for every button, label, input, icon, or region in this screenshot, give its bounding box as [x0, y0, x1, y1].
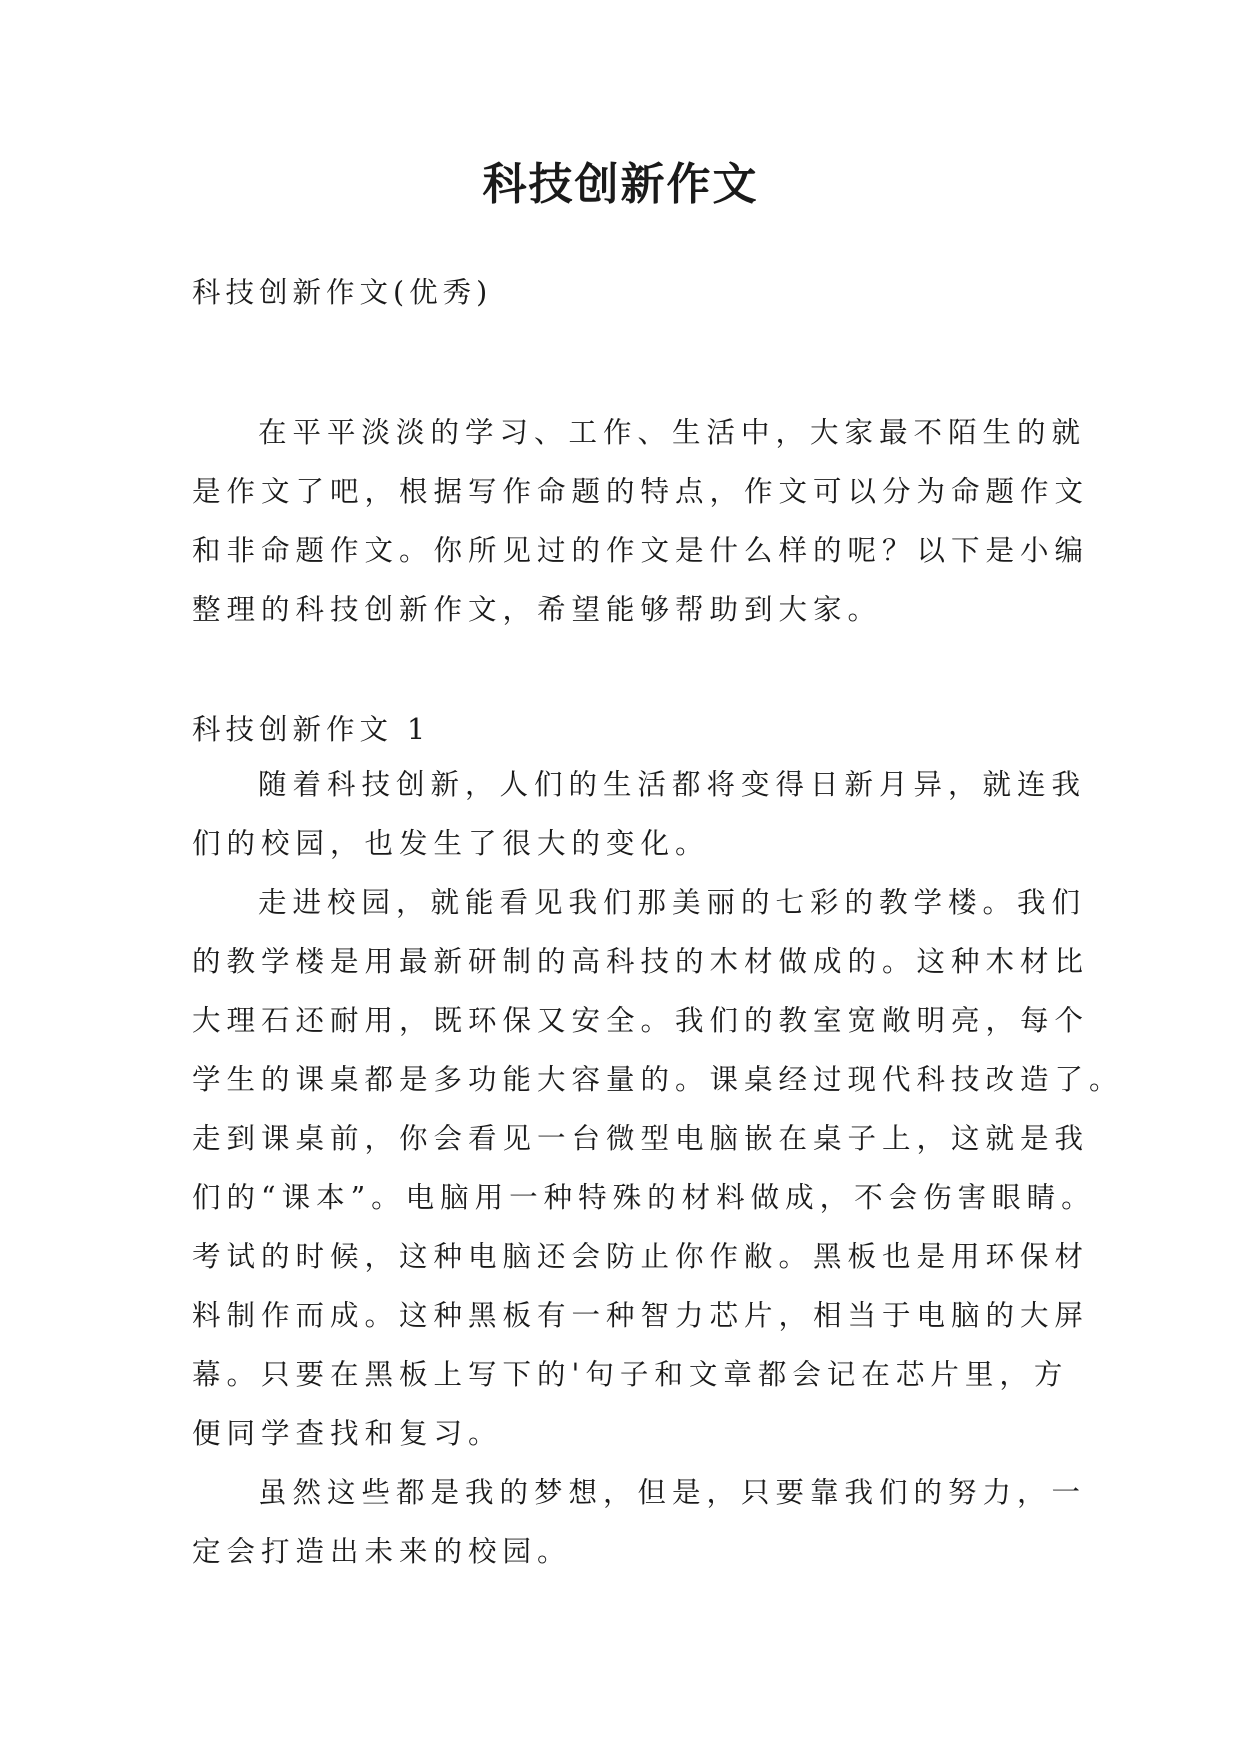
intro-paragraph	[192, 403, 1090, 639]
body-line: 们的“课本”。电脑用一种特殊的材料做成，不会伤害眼睛。	[192, 1181, 1096, 1214]
body-line: 的教学楼是用最新研制的高科技的木材做成的。这种木材比	[192, 945, 1090, 978]
body-line: 走到课桌前，你会看见一台微型电脑嵌在桌子上，这就是我	[192, 1122, 1090, 1155]
intro-line: 在平平淡淡的学习、工作、生活中，大家最不陌生的就	[258, 416, 1087, 449]
intro-line: 是作文了吧，根据写作命题的特点，作文可以分为命题作文	[192, 475, 1090, 508]
document-subtitle: 科技创新作文(优秀)	[192, 276, 493, 309]
body-line: 走进校园，就能看见我们那美丽的七彩的教学楼。我们	[258, 886, 1087, 919]
body-line: 随着科技创新，人们的生活都将变得日新月异，就连我	[258, 768, 1087, 801]
document-title: 科技创新作文	[482, 159, 759, 210]
body-line: 大理石还耐用，既环保又安全。我们的教室宽敞明亮，每个	[192, 1004, 1090, 1037]
intro-line: 整理的科技创新作文，希望能够帮助到大家。	[192, 593, 883, 626]
body-line: 考试的时候，这种电脑还会防止你作敝。黑板也是用环保材	[192, 1240, 1090, 1273]
intro-line: 和非命题作文。你所见过的作文是什么样的呢？以下是小编	[192, 534, 1090, 567]
body-line: 料制作而成。这种黑板有一种智力芯片，相当于电脑的大屏	[192, 1299, 1090, 1332]
body-line: 幕。只要在黑板上写下的'句子和文章都会记在芯片里，方	[192, 1358, 1069, 1391]
body-line: 便同学查找和复习。	[192, 1417, 503, 1450]
section-heading: 科技创新作文 1	[192, 713, 431, 746]
essay-body	[192, 755, 1124, 1581]
body-line: 们的校园，也发生了很大的变化。	[192, 827, 710, 860]
body-line: 学生的课桌都是多功能大容量的。课桌经过现代科技改造了。	[192, 1063, 1124, 1096]
body-line: 虽然这些都是我的梦想，但是，只要靠我们的努力，一	[258, 1476, 1087, 1509]
body-line: 定会打造出未来的校园。	[192, 1535, 572, 1568]
